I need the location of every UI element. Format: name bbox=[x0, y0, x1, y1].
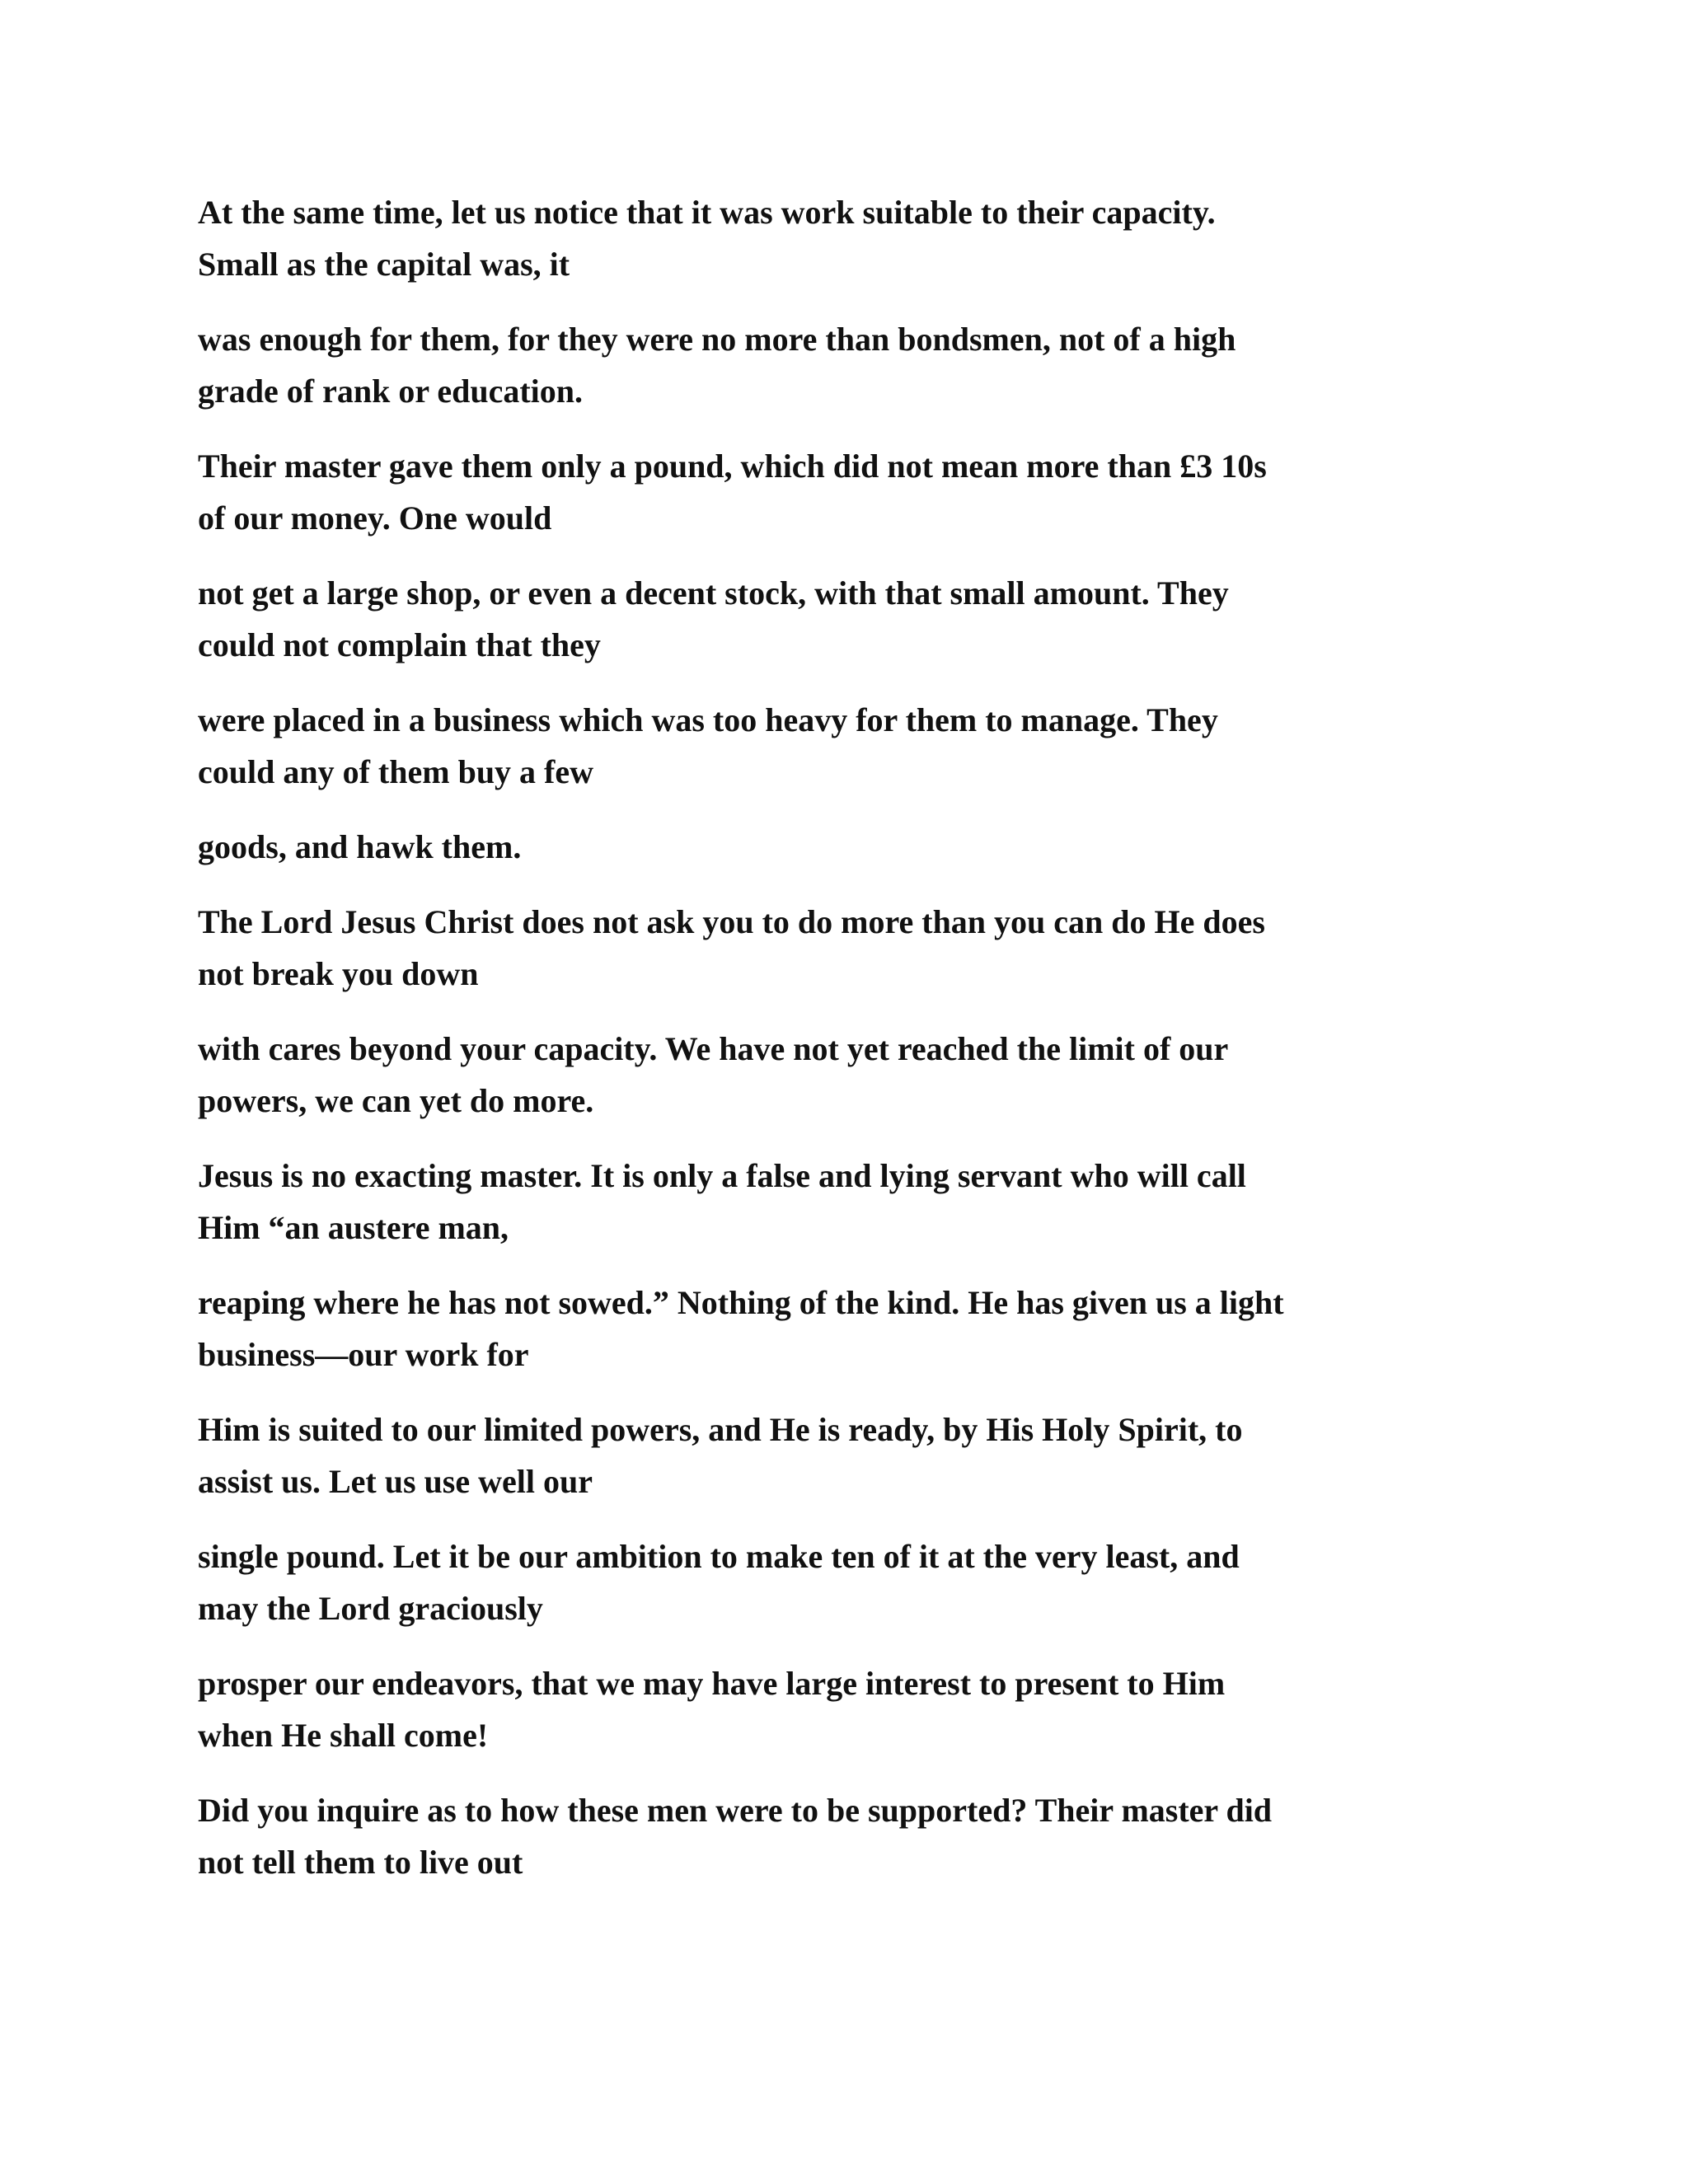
paragraph bbox=[198, 1404, 1484, 1507]
text-line: not get a large shop, or even a decent stock, with that small amount. They bbox=[198, 574, 1229, 612]
text-line: Jesus is no exacting master. It is only a false and lying servant who will call bbox=[198, 1157, 1246, 1194]
paragraph bbox=[198, 313, 1484, 417]
text-line: powers, we can yet do more. bbox=[198, 1082, 594, 1119]
text-line: were placed in a business which was too heavy for them to manage. They bbox=[198, 701, 1218, 738]
text-line: single pound. Let it be our ambition to make ten of it at the very least, and bbox=[198, 1538, 1240, 1575]
text-line: was enough for them, for they were no more than bondsmen, not of a high bbox=[198, 321, 1236, 358]
document-body bbox=[198, 186, 1484, 1911]
text-line: The Lord Jesus Christ does not ask you to do more than you can do He does bbox=[198, 903, 1265, 940]
text-line: could not complain that they bbox=[198, 626, 601, 663]
paragraph bbox=[198, 1784, 1484, 1888]
text-line: Small as the capital was, it bbox=[198, 246, 570, 283]
text-line: may the Lord graciously bbox=[198, 1590, 543, 1627]
paragraph bbox=[198, 440, 1484, 544]
paragraph bbox=[198, 896, 1484, 1000]
paragraph bbox=[198, 567, 1484, 671]
text-line: At the same time, let us notice that it was work suitable to their capacity. bbox=[198, 194, 1216, 231]
text-line: reaping where he has not sowed.” Nothing of the kind. He has given us a light bbox=[198, 1284, 1284, 1321]
text-line: Him is suited to our limited powers, and He is ready, by His Holy Spirit, to bbox=[198, 1411, 1243, 1448]
paragraph bbox=[198, 1277, 1484, 1380]
text-line: not tell them to live out bbox=[198, 1844, 523, 1881]
text-line: could any of them buy a few bbox=[198, 753, 594, 790]
text-line: Him “an austere man, bbox=[198, 1209, 509, 1246]
paragraph bbox=[198, 1023, 1484, 1127]
text-line: prosper our endeavors, that we may have large interest to present to Him bbox=[198, 1665, 1226, 1702]
paragraph bbox=[198, 186, 1484, 290]
text-line: Their master gave them only a pound, which did not mean more than £3 10s bbox=[198, 448, 1267, 485]
text-line: with cares beyond your capacity. We have not yet reached the limit of our bbox=[198, 1030, 1229, 1067]
text-line: assist us. Let us use well our bbox=[198, 1463, 593, 1500]
text-line: when He shall come! bbox=[198, 1717, 489, 1754]
paragraph bbox=[198, 821, 1484, 873]
text-line: grade of rank or education. bbox=[198, 373, 584, 410]
text-line: goods, and hawk them. bbox=[198, 828, 522, 865]
paragraph bbox=[198, 694, 1484, 798]
paragraph bbox=[198, 1657, 1484, 1761]
text-line: business—our work for bbox=[198, 1336, 529, 1373]
paragraph bbox=[198, 1150, 1484, 1254]
text-line: of our money. One would bbox=[198, 499, 552, 537]
paragraph bbox=[198, 1530, 1484, 1634]
text-line: not break you down bbox=[198, 955, 479, 992]
text-line: Did you inquire as to how these men were to be supported? Their master did bbox=[198, 1792, 1273, 1829]
